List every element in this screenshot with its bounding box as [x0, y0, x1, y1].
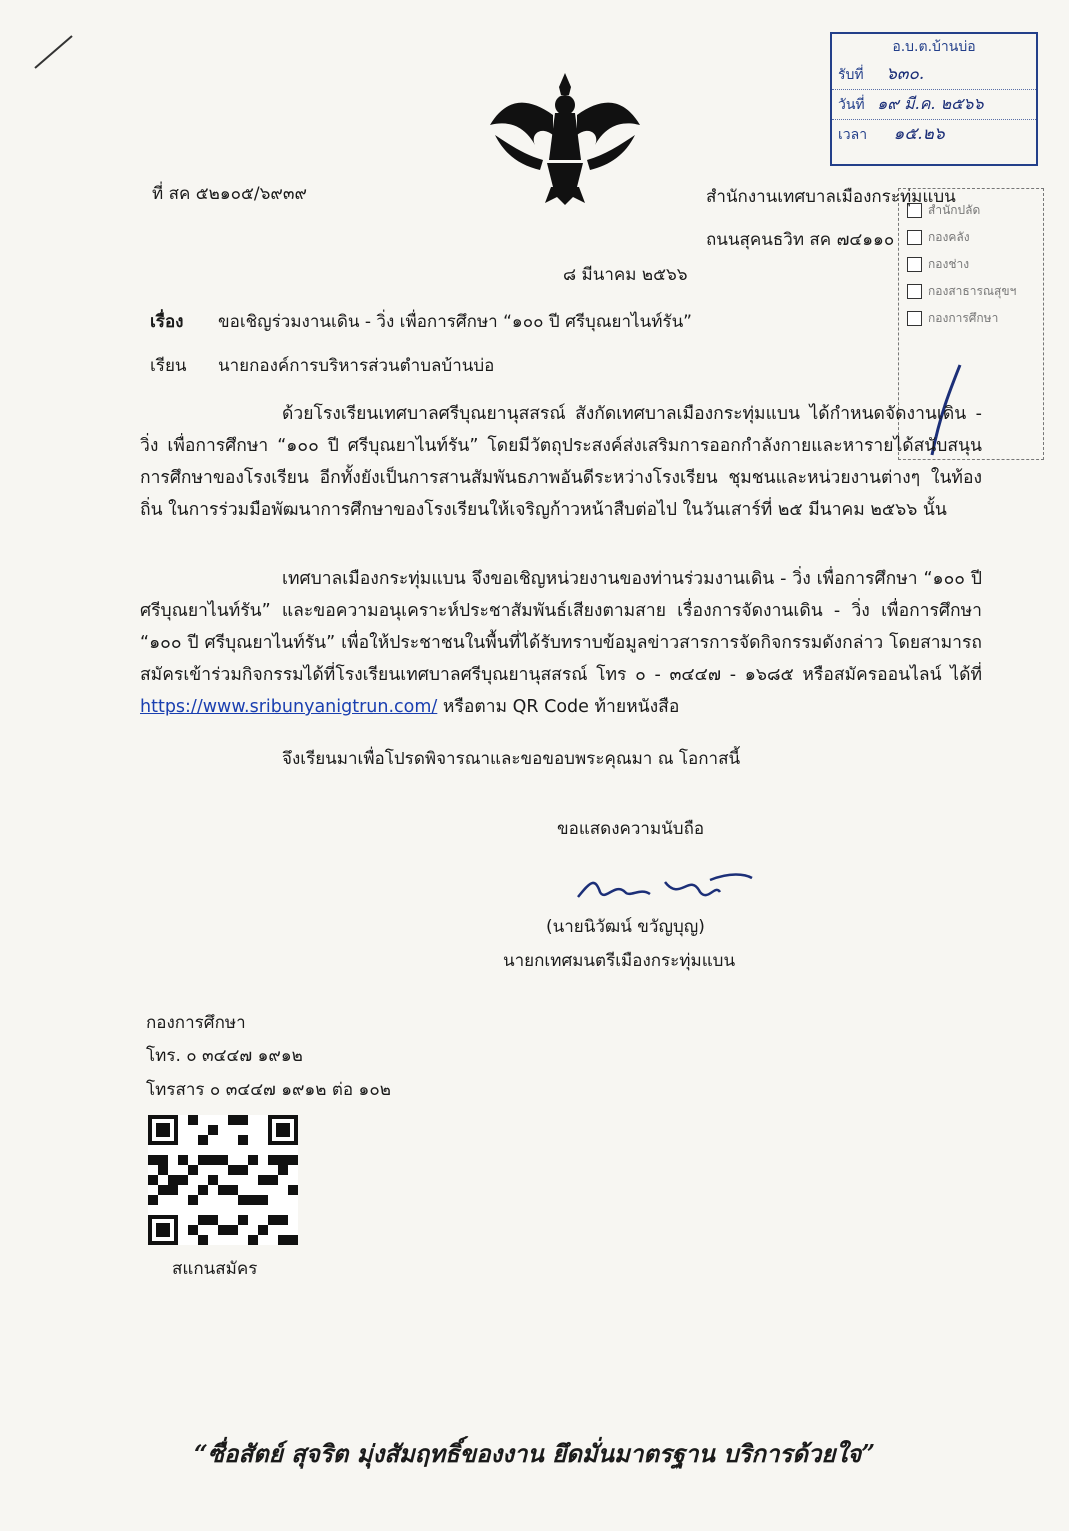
routing-item[interactable]: กองคลัง — [907, 224, 1043, 251]
stamp-number-value: ๖๓๐. — [886, 64, 925, 84]
qr-module — [238, 1195, 268, 1205]
checkbox-icon[interactable] — [907, 311, 922, 326]
footer-motto: “ซื่อสัตย์ สุจริต มุ่งสัมฤทธิ์ของงาน ยึดมั่นมาตรฐาน บริการด้วยใจ” — [193, 1439, 876, 1468]
qr-module — [188, 1225, 198, 1235]
qr-module — [258, 1175, 278, 1185]
qr-finder — [148, 1115, 178, 1145]
routing-item[interactable]: กองช่าง — [907, 251, 1043, 278]
qr-module — [278, 1235, 298, 1245]
contact-telephone: โทร. ๐ ๓๔๔๗ ๑๙๑๒ — [146, 1046, 303, 1066]
qr-module — [198, 1235, 208, 1245]
qr-module — [168, 1175, 188, 1185]
qr-module — [268, 1215, 288, 1225]
stamp-date-row — [832, 90, 1036, 120]
qr-module — [158, 1165, 168, 1175]
office-address: ถนนสุคนธวิท สค ๗๔๑๑๐ — [706, 230, 895, 250]
recipient-text: นายกองค์การบริหารส่วนตำบลบ้านบ่อ — [218, 356, 495, 376]
qr-module — [148, 1175, 158, 1185]
stamp-time-label: เวลา — [838, 127, 868, 143]
qr-module — [238, 1135, 248, 1145]
qr-module — [218, 1185, 238, 1195]
qr-module — [238, 1215, 248, 1225]
qr-finder — [268, 1115, 298, 1145]
closing-sentence: จึงเรียนมาเพื่อโปรดพิจารณาและขอขอบพระคุณมา ณ โอกาสนี้ — [282, 749, 741, 769]
qr-module — [148, 1155, 168, 1165]
qr-module — [228, 1165, 248, 1175]
qr-module — [198, 1215, 218, 1225]
qr-module — [188, 1195, 198, 1205]
handwritten-signature — [570, 862, 760, 912]
body-paragraph-2-tail: หรือตาม QR Code ท้ายหนังสือ — [442, 697, 680, 717]
qr-module — [198, 1155, 228, 1165]
registration-link[interactable]: https://www.sribunyanigtrun.com/ — [140, 697, 438, 717]
routing-item[interactable]: สำนักปลัด — [907, 197, 1043, 224]
checkbox-icon[interactable] — [907, 284, 922, 299]
checkbox-icon[interactable] — [907, 230, 922, 245]
checkbox-icon[interactable] — [907, 257, 922, 272]
body-paragraph-2 — [140, 563, 982, 723]
qr-module — [278, 1165, 288, 1175]
letter-date: ๘ มีนาคม ๒๕๖๖ — [563, 265, 688, 285]
qr-module — [218, 1225, 238, 1235]
qr-module — [248, 1235, 258, 1245]
qr-module — [228, 1115, 248, 1125]
qr-module — [148, 1195, 158, 1205]
qr-module — [288, 1185, 298, 1195]
qr-module — [268, 1155, 298, 1165]
stamp-date-value: ๑๙ มี.ค. ๒๕๖๖ — [877, 94, 984, 113]
stamp-time-value: ๑๕.๒๖ — [893, 124, 945, 144]
stamp-time-row — [832, 120, 1036, 149]
qr-module — [178, 1155, 188, 1165]
receipt-stamp — [830, 32, 1038, 166]
qr-module — [198, 1185, 208, 1195]
regards: ขอแสดงความนับถือ — [557, 819, 705, 839]
garuda-emblem-icon — [485, 65, 645, 210]
qr-module — [208, 1125, 218, 1135]
qr-caption: สแกนสมัคร — [172, 1259, 258, 1279]
stamp-number-label: รับที่ — [838, 67, 864, 83]
qr-module — [198, 1135, 208, 1145]
qr-code[interactable] — [148, 1115, 298, 1245]
stamp-org: อ.บ.ต.บ้านบ่อ — [892, 39, 976, 55]
contact-fax: โทรสาร ๐ ๓๔๔๗ ๑๙๑๒ ต่อ ๑๐๒ — [146, 1080, 391, 1100]
qr-module — [208, 1175, 218, 1185]
pen-mark — [30, 30, 80, 75]
subject-label: เรื่อง — [150, 312, 184, 332]
body-paragraph-2-text: เทศบาลเมืองกระทุ่มแบน จึงขอเชิญหน่วยงานของท่านร่วมงานเดิน - วิ่ง เพื่อการศึกษา “๑๐๐ ปี ศรีบุณยาไนท์รัน” และขอความอนุเคราะห์ประชาสัมพันธ์เสียงตามสาย เรื่องการจัดงานเดิน - วิ่ง เพื่อการศึกษา “๑๐๐ ปี ศรีบุณยาไนท์รัน” เพื่อให้ประชาชนในพื้นที่ได้รับทราบข้อมูลข่าวสารการจัดกิจกรรมดังกล่าว โดยสามารถสมัครเข้าร่วมกิจกรรมได้ที่โรงเรียนเทศบาลศรีบุณยานุสสรณ์ โทร ๐ - ๓๔๔๗ - ๑๖๘๕ หรือสมัครออนไลน์ ได้ที่ — [140, 569, 982, 685]
qr-module — [188, 1115, 198, 1125]
signatory-position: นายกเทศมนตรีเมืองกระทุ่มแบน — [503, 951, 736, 971]
routing-item[interactable]: กองการศึกษา — [907, 305, 1043, 332]
stamp-number-row — [832, 60, 1036, 90]
body-paragraph-1: ด้วยโรงเรียนเทศบาลศรีบุณยานุสสรณ์ สังกัดเทศบาลเมืองกระทุ่มแบน ได้กำหนดจัดงานเดิน - วิ่ง เพื่อการศึกษา “๑๐๐ ปี ศรีบุณยาไนท์รัน” โดยมีวัตถุประสงค์ส่งเสริมการออกกำลังกายและหารายได้สนับสนุนการศึกษาของโรงเรียน อีกทั้งยังเป็นการสานสัมพันธภาพอันดีระหว่างโรงเรียน ชุมชนและหน่วยงานต่างๆ ในท้องถิ่น ในการร่วมมือพัฒนาการศึกษาของโรงเรียนให้เจริญก้าวหน้าสืบต่อไป ในวันเสาร์ที่ ๒๕ มีนาคม ๒๕๖๖ นั้น — [140, 404, 982, 520]
office-name: สำนักงานเทศบาลเมืองกระทุ่มแบน — [706, 187, 956, 207]
contact-department: กองการศึกษา — [146, 1013, 246, 1033]
subject-text: ขอเชิญร่วมงานเดิน - วิ่ง เพื่อการศึกษา “๑๐๐ ปี ศรีบุณยาไนท์รัน” — [218, 312, 692, 332]
qr-module — [248, 1155, 258, 1165]
recipient-label: เรียน — [150, 356, 187, 376]
stamp-date-label: วันที่ — [838, 97, 865, 113]
qr-module — [188, 1165, 198, 1175]
qr-module — [258, 1225, 268, 1235]
reference-number: ที่ สค ๕๒๑๐๕/๖๙๓๙ — [152, 184, 307, 204]
routing-item[interactable]: กองสาธารณสุขฯ — [907, 278, 1043, 305]
qr-module — [158, 1185, 178, 1195]
qr-finder — [148, 1215, 178, 1245]
signatory-name: (นายนิวัฒน์ ขวัญบุญ) — [546, 917, 705, 937]
